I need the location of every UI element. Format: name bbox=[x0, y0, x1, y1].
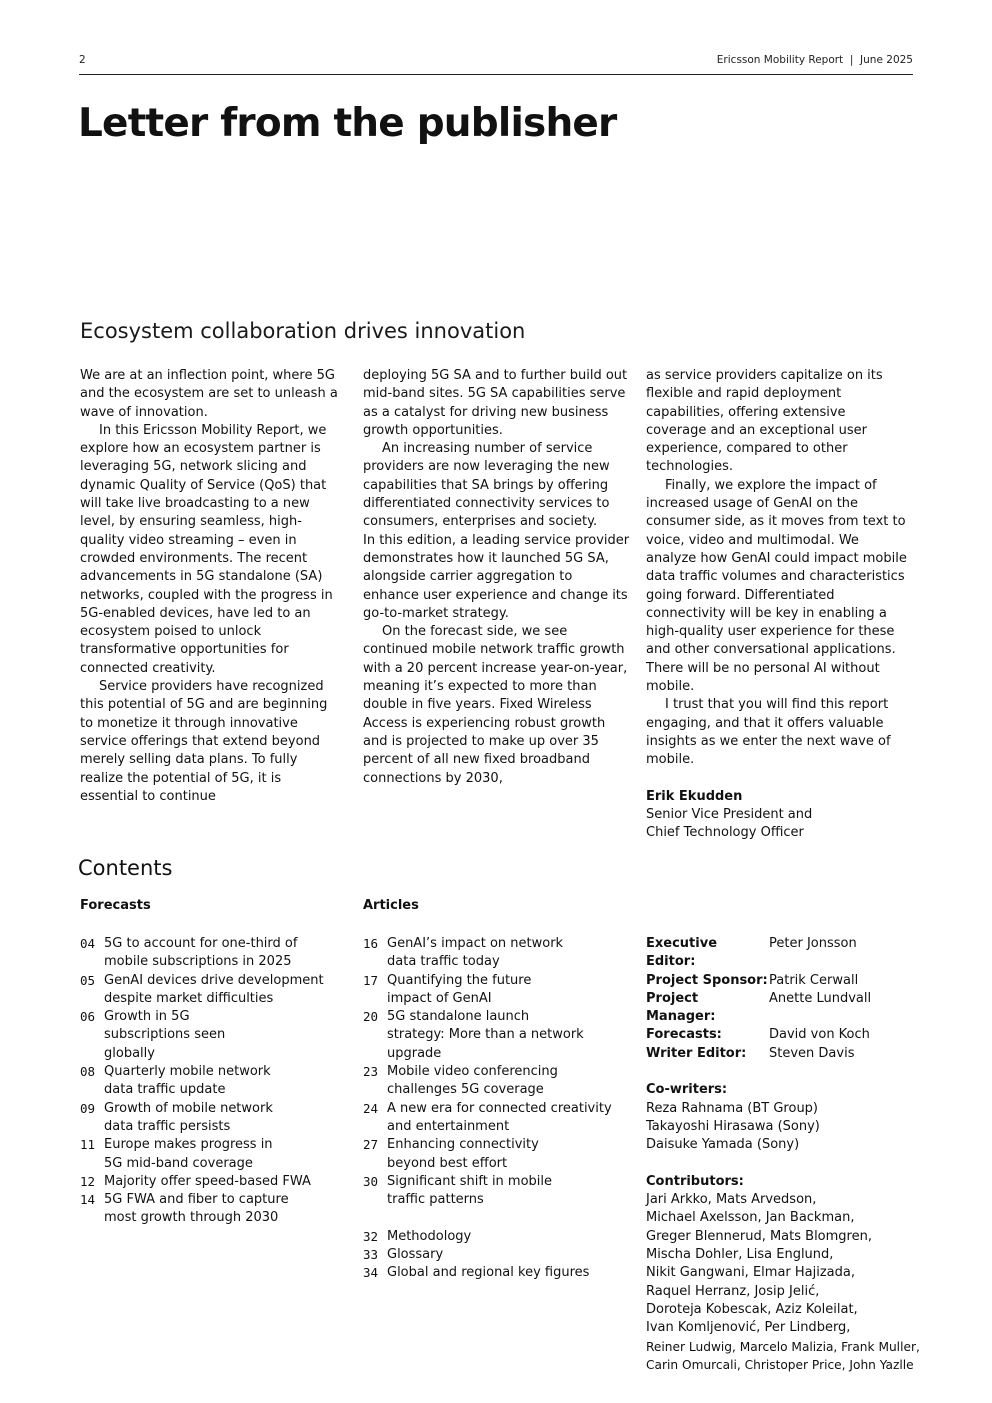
letter-column-1 bbox=[80, 367, 342, 806]
role-label: Executive Editor: bbox=[646, 936, 718, 970]
toc-item-title: Significant shift in mobile traffic patterns bbox=[387, 1173, 553, 1208]
toc-item[interactable] bbox=[80, 1063, 324, 1100]
role-label: Project Sponsor: bbox=[646, 972, 768, 988]
role-name: Peter Jonsson bbox=[769, 936, 857, 951]
toc-item-title: Mobile video conferencing challenges 5G coverage bbox=[387, 1064, 558, 1098]
cowriter: Daisuke Yamada (Sony) bbox=[646, 1137, 800, 1153]
toc-page-number: 09 bbox=[80, 1100, 96, 1116]
toc-item[interactable] bbox=[80, 1173, 324, 1191]
toc-page-number: 34 bbox=[363, 1265, 379, 1281]
toc-item[interactable] bbox=[80, 1100, 324, 1137]
letter-paragraph: In this edition, a leading service provider demonstrates how it launched 5G SA, alongside carrier aggregation to enhance user experience and change its go-to-market strategy. bbox=[363, 532, 630, 621]
toc-item[interactable] bbox=[363, 1136, 612, 1173]
toc-page-number: 27 bbox=[363, 1137, 379, 1153]
toc-page-number: 17 bbox=[363, 972, 379, 988]
contributors-line: Greger Blennerud, Mats Blomgren, bbox=[646, 1228, 872, 1244]
toc-page-number: 08 bbox=[80, 1064, 96, 1080]
toc-item[interactable] bbox=[363, 1063, 612, 1100]
toc-page-number: 20 bbox=[363, 1009, 379, 1025]
signature-title: Chief Technology Officer bbox=[646, 825, 804, 841]
letter-paragraph: Finally, we explore the impact of increased usage of GenAI on the consumer side, as it moves from text to voice, video and multimodal. We analyze how GenAI could impact mobile data traffic volumes and characteristics going forward. Differentiated connectivity will be key in enabling a high-quality user experience for these and other conversational applications. There will be no personal AI without mobile. bbox=[646, 477, 907, 695]
letter-paragraph: I trust that you will find this report engaging, and that it offers valuable insights as we enter the next wave of mobile. bbox=[646, 697, 891, 768]
toc-item-title: 5G to account for one-third of mobile subscriptions in 2025 bbox=[104, 936, 298, 970]
contributors-line: Doroteja Kobescak, Aziz Koleilat, bbox=[646, 1301, 858, 1317]
articles-list bbox=[363, 935, 612, 1283]
toc-item[interactable] bbox=[363, 972, 612, 1009]
toc-item[interactable] bbox=[363, 1228, 612, 1246]
role-name: Anette Lundvall bbox=[769, 990, 872, 1006]
credits-block bbox=[646, 935, 936, 1374]
forecasts-heading: Forecasts bbox=[80, 898, 151, 913]
toc-page-number: 04 bbox=[80, 936, 96, 951]
role-name: David von Koch bbox=[769, 1027, 870, 1043]
toc-item-title: Global and regional key figures bbox=[387, 1265, 590, 1281]
toc-page-number: 16 bbox=[363, 936, 379, 951]
contributors-line: Carin Omurcali, Christoper Price, John Yazlle bbox=[646, 1357, 914, 1372]
toc-page-number: 32 bbox=[363, 1228, 379, 1244]
letter-paragraph: An increasing number of service providers are now leveraging the new capabilities that SA brings by offering differentiated connectivity services to consumers, enterprises and society. bbox=[363, 441, 610, 530]
editorial-roles bbox=[646, 935, 871, 1063]
role-label: Forecasts: bbox=[646, 1027, 722, 1043]
toc-item[interactable] bbox=[363, 1264, 612, 1282]
letter-paragraph: Service providers have recognized this potential of 5G and are beginning to monetize it through innovative service offerings that extend beyond merely selling data plans. To fully realize the potential of 5G, it is essential to continue bbox=[80, 679, 328, 804]
toc-page-number: 24 bbox=[363, 1100, 379, 1116]
toc-item[interactable] bbox=[80, 1136, 324, 1173]
toc-item-title: Methodology bbox=[387, 1228, 472, 1244]
toc-item-title: Quantifying the future impact of GenAI bbox=[387, 972, 532, 1006]
header-divider bbox=[79, 74, 913, 75]
role-name: Patrik Cerwall bbox=[769, 972, 859, 988]
role-name: Steven Davis bbox=[769, 1045, 855, 1061]
letter-paragraph: We are at an inflection point, where 5G and the ecosystem are set to unleash a wave of innovation. bbox=[80, 368, 338, 420]
signature-title: Senior Vice President and bbox=[646, 806, 813, 822]
toc-item[interactable] bbox=[363, 935, 612, 972]
letter-paragraph: deploying 5G SA and to further build out mid-band sites. 5G SA capabilities serve as a catalyst for driving new business growth opportunities. bbox=[363, 368, 628, 438]
toc-item-title: 5G FWA and fiber to capture most growth through 2030 bbox=[104, 1192, 289, 1226]
role-label: Writer Editor: bbox=[646, 1045, 747, 1061]
letter-subtitle: Ecosystem collaboration drives innovation bbox=[80, 319, 526, 343]
toc-item-title: GenAI devices drive development despite market difficulties bbox=[104, 972, 324, 1006]
contributors-line: Nikit Gangwani, Elmar Hajizada, bbox=[646, 1265, 855, 1281]
toc-item-title: Glossary bbox=[387, 1247, 444, 1263]
cowriter: Reza Rahnama (BT Group) bbox=[646, 1100, 819, 1116]
toc-item-title: Europe makes progress in 5G mid-band coverage bbox=[104, 1137, 273, 1171]
toc-item-title: Quarterly mobile network data traffic update bbox=[104, 1064, 271, 1098]
toc-item-title: Enhancing connectivity beyond best effort bbox=[387, 1137, 539, 1171]
toc-item[interactable] bbox=[80, 1008, 324, 1063]
contributors-line: Raquel Herranz, Josip Jelić, bbox=[646, 1283, 820, 1299]
toc-item[interactable] bbox=[80, 972, 324, 1009]
cowriters-heading: Co-writers: bbox=[646, 1082, 728, 1098]
toc-page-number: 30 bbox=[363, 1173, 379, 1189]
toc-page-number: 33 bbox=[363, 1247, 379, 1263]
toc-item-title: Majority offer speed-based FWA bbox=[104, 1173, 311, 1189]
letter-column-3 bbox=[646, 367, 908, 842]
toc-page-number: 11 bbox=[80, 1137, 96, 1153]
contributors-line: Jari Arkko, Mats Arvedson, bbox=[646, 1192, 817, 1208]
letter-column-2 bbox=[363, 367, 631, 788]
toc-page-number: 05 bbox=[80, 972, 96, 988]
page-title: Letter from the publisher bbox=[78, 101, 617, 146]
toc-item[interactable] bbox=[363, 1100, 612, 1137]
contributors-line: Mischa Dohler, Lisa Englund, bbox=[646, 1247, 834, 1263]
contents-title: Contents bbox=[78, 856, 173, 880]
letter-paragraph: In this Ericsson Mobility Report, we explore how an ecosystem partner is leveraging 5G, network slicing and dynamic Quality of Service (QoS) that will take live broadcasting to a new level, by ensuring seamless, high-quality video streaming – even in crowded environments. The recent advancements in 5G standalone (SA) networks, coupled with the progress in 5G-enabled devices, have led to an ecosystem poised to unlock transformative opportunities for connected creativity. bbox=[80, 422, 333, 676]
toc-item-title: Growth in 5G subscriptions seen globally bbox=[104, 1009, 226, 1061]
contributors-line: Ivan Komljenović, Per Lindberg, bbox=[646, 1320, 851, 1336]
toc-page-number: 12 bbox=[80, 1173, 96, 1189]
toc-item[interactable] bbox=[363, 1173, 612, 1210]
toc-item[interactable] bbox=[363, 1008, 612, 1063]
cowriter: Takayoshi Hirasawa (Sony) bbox=[646, 1118, 820, 1134]
toc-item[interactable] bbox=[80, 935, 324, 972]
letter-paragraph: On the forecast side, we see continued mobile network traffic growth with a 20 percent increase year-on-year, meaning it’s expected to more than double in five years. Fixed Wireless Access is experiencing robust growth and is projected to make up over 35 percent of all new fixed broadband connections by 2030, bbox=[363, 624, 628, 786]
publication-header: Ericsson Mobility Report | June 2025 bbox=[716, 54, 913, 66]
signature-name: Erik Ekudden bbox=[646, 788, 743, 804]
letter-paragraph: as service providers capitalize on its flexible and rapid deployment capabilities, offering extensive coverage and an exceptional user experience, compared to other technologies. bbox=[646, 368, 883, 475]
toc-item-title: GenAI’s impact on network data traffic today bbox=[387, 936, 564, 970]
articles-heading: Articles bbox=[363, 898, 419, 913]
page-number: 2 bbox=[79, 54, 86, 66]
toc-item[interactable] bbox=[363, 1246, 612, 1264]
toc-page-number: 06 bbox=[80, 1009, 96, 1025]
role-label: Project Manager: bbox=[646, 990, 716, 1025]
contributors-line: Reiner Ludwig, Marcelo Malizia, Frank Muller, bbox=[646, 1339, 920, 1354]
forecasts-list bbox=[80, 935, 324, 1228]
toc-page-number: 23 bbox=[363, 1064, 379, 1080]
toc-item[interactable] bbox=[80, 1191, 324, 1228]
toc-item-title: Growth of mobile network data traffic persists bbox=[104, 1100, 273, 1134]
toc-item-title: A new era for connected creativity and entertainment bbox=[387, 1100, 612, 1134]
toc-page-number: 14 bbox=[80, 1192, 96, 1208]
contributors-line: Michael Axelsson, Jan Backman, bbox=[646, 1210, 855, 1226]
contributors-heading: Contributors: bbox=[646, 1173, 744, 1189]
toc-item-title: 5G standalone launch strategy: More than a network upgrade bbox=[387, 1009, 584, 1061]
